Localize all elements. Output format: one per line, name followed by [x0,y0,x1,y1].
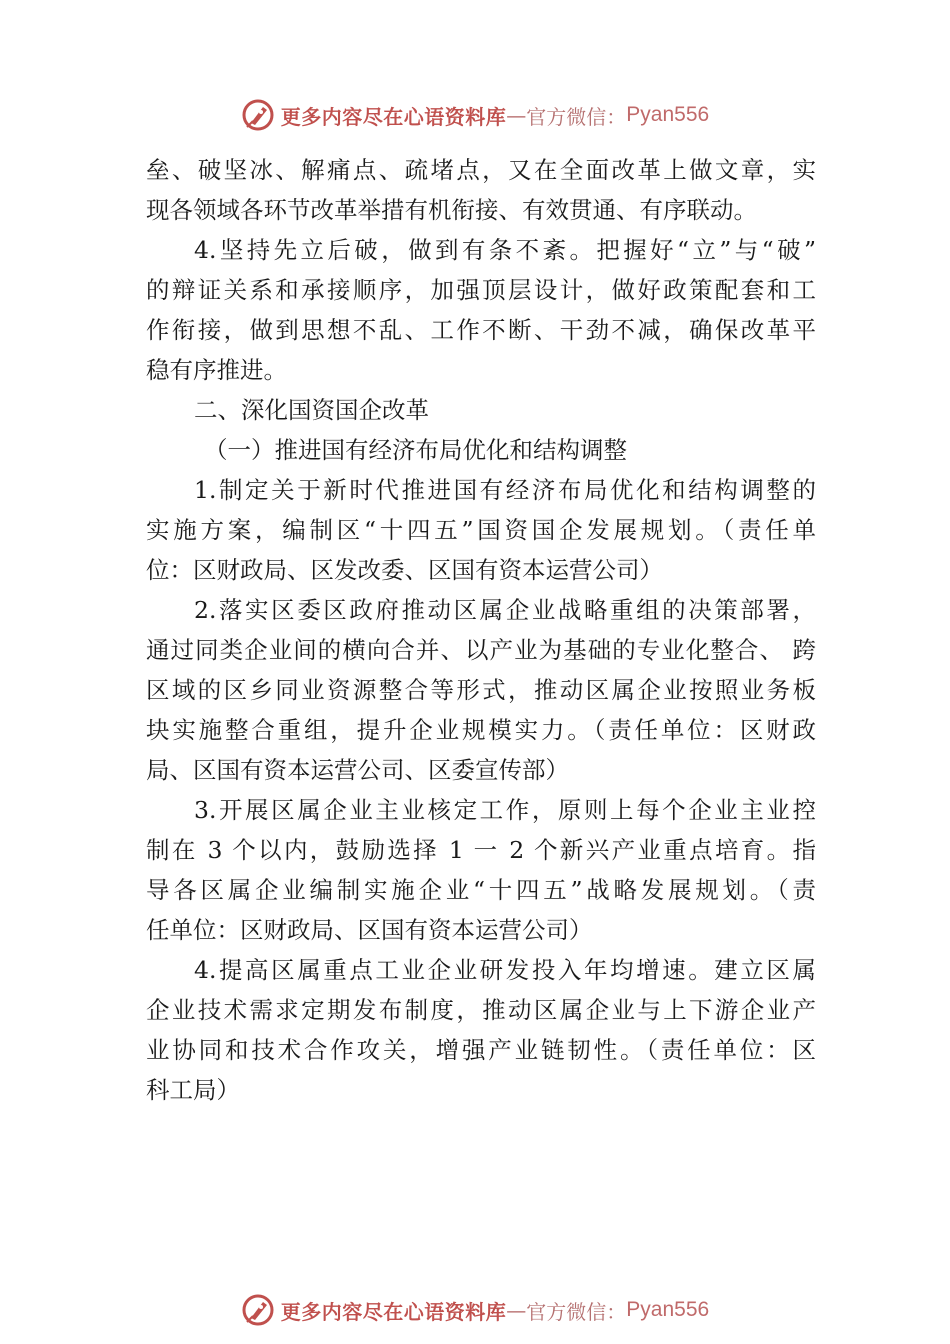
text-line: 作衔接，做到思想不乱、工作不断、干劲不减，确保改革平 [146,316,816,344]
text-line: 稳有序推进。 [146,356,287,384]
text-line: 导各区属企业编制实施企业“十四五”战略发展规划。（责 [146,876,816,904]
text-line: 位：区财政局、区发改委、区国有资本运营公司） [146,556,663,584]
text-line: 业协同和技术合作攻关，增强产业链韧性。（责任单位：区 [146,1036,816,1064]
watermark-footer [0,1290,950,1330]
list-item [146,950,816,1110]
watermark-wechat-label: 官方微信： [526,104,627,129]
text-line: 任单位：区财政局、区国有资本运营公司） [146,916,593,944]
paragraph-principle-4 [146,230,816,390]
text-line: 企业技术需求定期发布制度，推动区属企业与上下游企业产 [146,996,816,1024]
text-line: 现各领域各环节改革举措有机衔接、有效贯通、有序联动。 [146,196,757,224]
watermark-separator: — [506,103,527,127]
pen-nib-circle-icon [241,98,275,132]
text-line: 的辩证关系和承接顺序，加强顶层设计，做好政策配套和工 [146,276,816,304]
paragraph-continuation [146,150,816,230]
watermark-wechat-id: Pyan556 [626,103,710,126]
watermark-wechat-id: Pyan556 [626,1298,710,1321]
text-line: 区域的区乡同业资源整合等形式，推动区属企业按照业务板 [146,676,816,704]
text-line: 科工局） [146,1076,240,1104]
text-line: 1.制定关于新时代推进国有经济布局优化和结构调整的 [194,476,816,504]
list-item [146,590,816,790]
text-line: 4.坚持先立后破，做到有条不紊。把握好“立”与“破” [194,236,816,264]
list-item [146,470,816,590]
subsection-heading: （一）推进国有经济布局优化和结构调整 [204,436,627,464]
document-body [146,150,816,1110]
watermark-brand-text: 更多内容尽在心语资料库 [280,104,507,129]
text-line: 块实施整合重组，提升企业规模实力。（责任单位：区财政 [146,716,816,744]
text-line: 垒、破坚冰、解痛点、疏堵点，又在全面改革上做文章，实 [146,156,816,184]
text-line: 实施方案，编制区“十四五”国资国企发展规划。（责任单 [146,516,816,544]
list-item [146,790,816,950]
text-line: 2.落实区委区政府推动区属企业战略重组的决策部署， [194,596,816,624]
watermark-separator: — [506,1298,527,1322]
pen-nib-circle-icon [241,1293,275,1327]
text-line: 4.提高区属重点工业企业研发投入年均增速。建立区属 [194,956,816,984]
section-heading: 二、深化国资国企改革 [194,396,429,424]
text-line: 通过同类企业间的横向合并、以产业为基础的专业化整合、 跨 [146,636,816,664]
text-line: 局、区国有资本运营公司、区委宣传部） [146,756,569,784]
text-line: 3.开展区属企业主业核定工作，原则上每个企业主业控 [194,796,816,824]
watermark-brand-text: 更多内容尽在心语资料库 [280,1299,507,1324]
text-line: 制在 3 个以内，鼓励选择 1 一 2 个新兴产业重点培育。指 [146,836,816,864]
watermark-wechat-label: 官方微信： [526,1299,627,1324]
watermark-header [0,95,950,135]
